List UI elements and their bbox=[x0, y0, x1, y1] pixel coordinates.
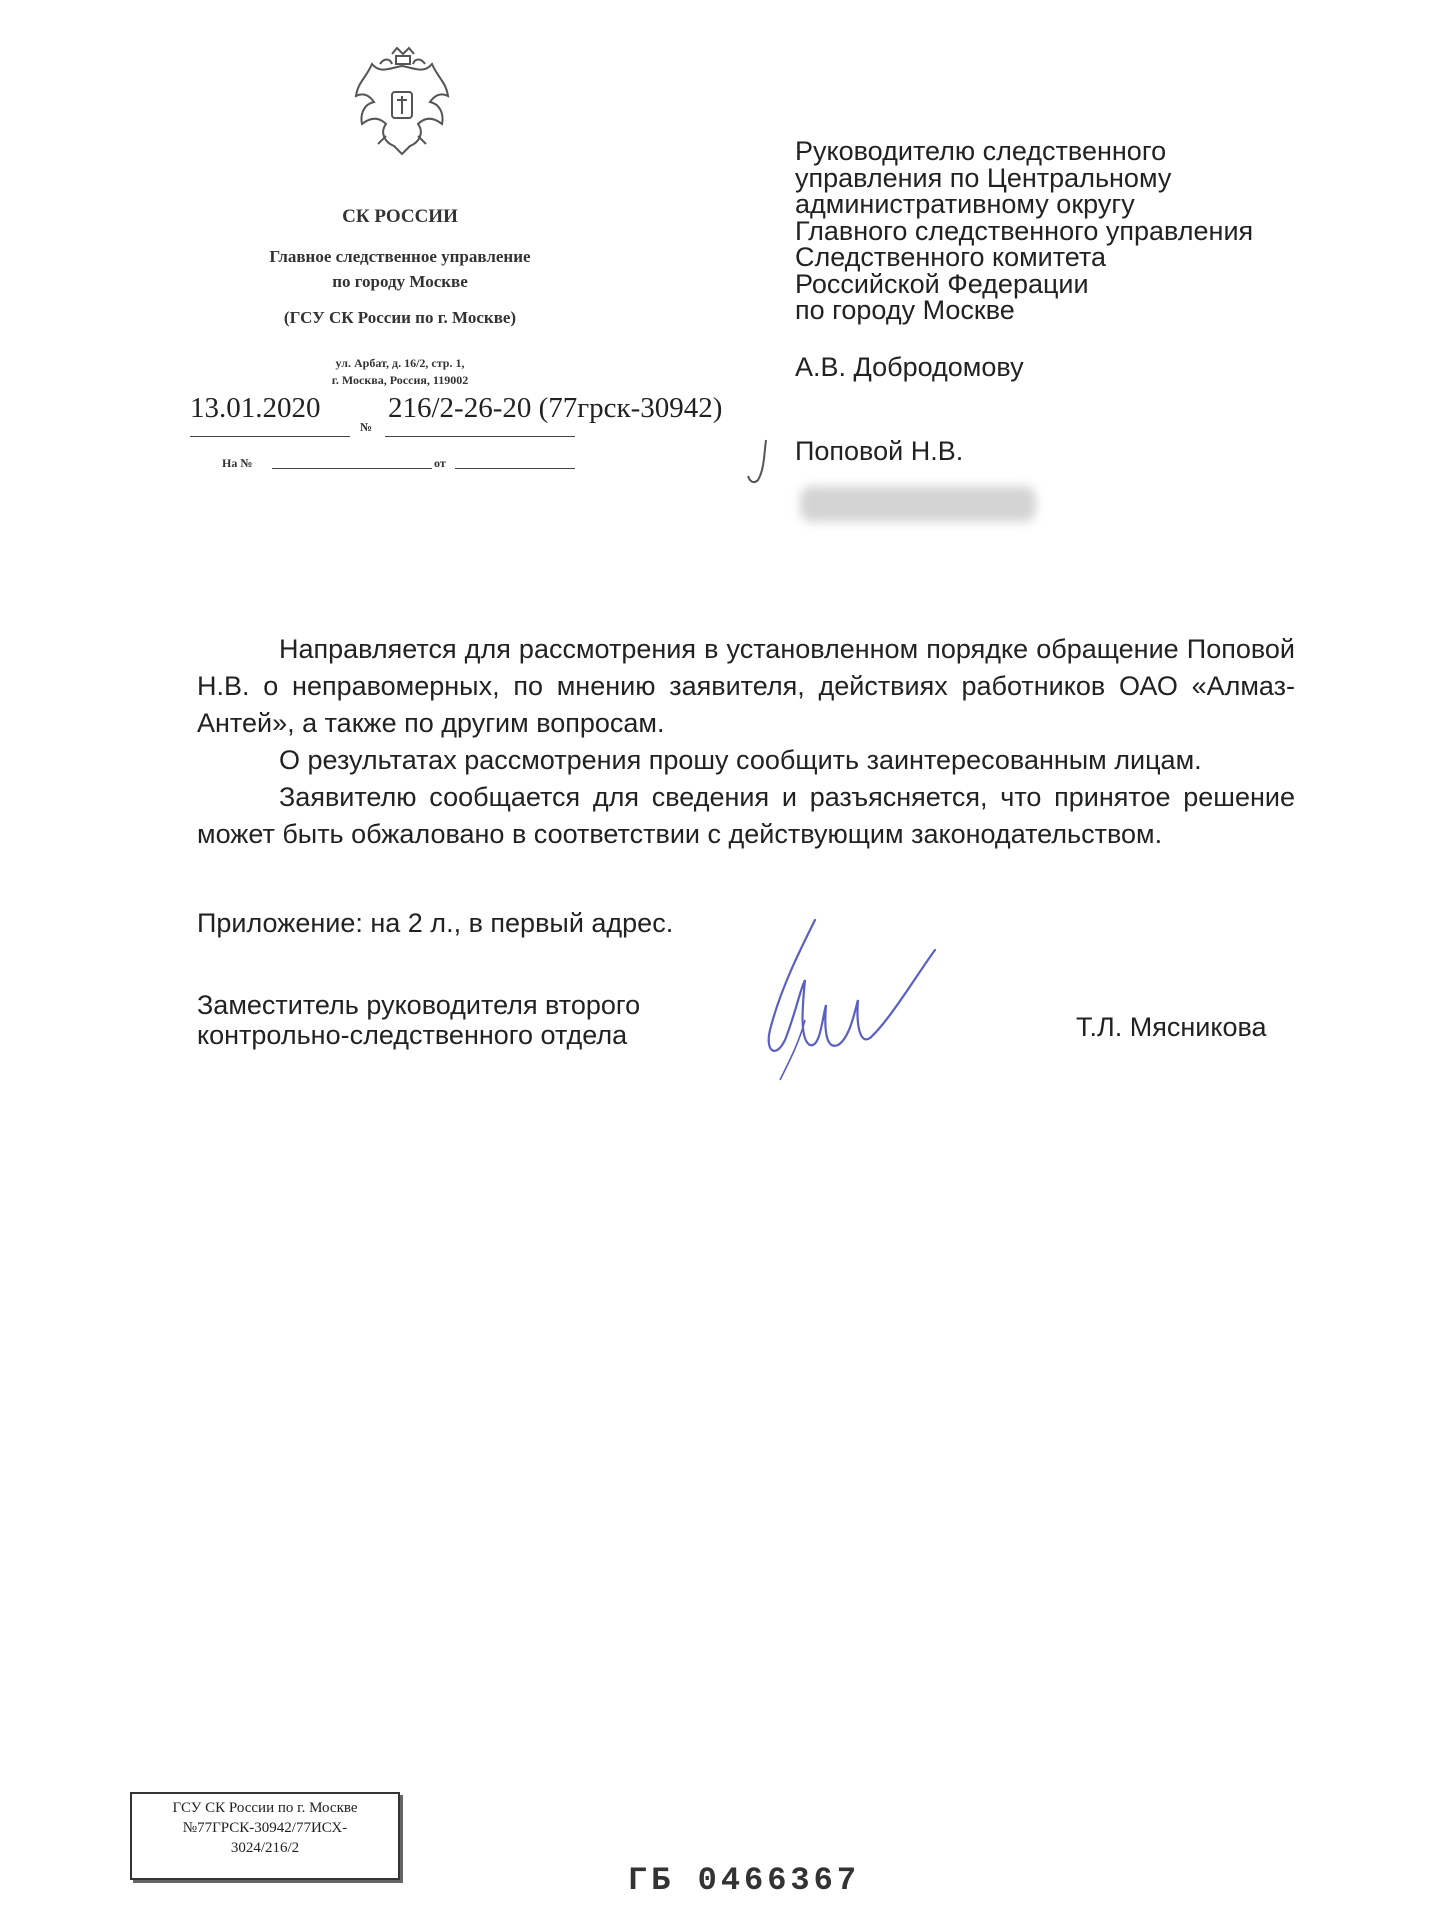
paragraph-1: Направляется для рассмотрения в установленном порядке обращение Поповой Н.В. о неправомерных, по мнению заявителя, действиях работников ОАО «Алмаз-Антей», а также по другим вопросам. bbox=[197, 634, 1295, 738]
addressee-name: А.В. Добродомову bbox=[795, 352, 1024, 382]
paragraph-3: Заявителю сообщается для сведения и разъясняется, что принятое решение может быть обжаловано в соответствии с действующим законодательством. bbox=[197, 782, 1295, 849]
signatory-name: Т.Л. Мясникова bbox=[1076, 1012, 1267, 1042]
department-short-name: (ГСУ СК России по г. Москве) bbox=[283, 308, 517, 327]
reference-number-label: На № bbox=[222, 456, 253, 470]
addressee-line: Руководителю следственного bbox=[795, 136, 1167, 166]
date-underline bbox=[190, 436, 350, 437]
address-line1: ул. Арбат, д. 16/2, стр. 1, bbox=[335, 356, 465, 370]
redacted-area bbox=[800, 486, 1036, 522]
stamp-line1: ГСУ СК России по г. Москве bbox=[172, 1800, 358, 1816]
addressee-line: административному округу bbox=[795, 189, 1135, 219]
registration-number: 216/2-26-20 (77грск-30942) bbox=[388, 392, 723, 424]
addressee-line: по городу Москве bbox=[795, 295, 1015, 325]
addressee-line: Главного следственного управления bbox=[795, 215, 1254, 246]
coat-of-arms-emblem bbox=[350, 44, 455, 164]
number-underline bbox=[385, 436, 575, 437]
handwritten-signature bbox=[760, 910, 940, 1090]
signatory-title-line1: Заместитель руководителя второго bbox=[197, 990, 641, 1020]
registration-date: 13.01.2020 bbox=[190, 392, 321, 424]
reference-date-line bbox=[455, 468, 575, 469]
copy-recipient: Поповой Н.В. bbox=[795, 436, 964, 466]
stamp-line3: 3024/216/2 bbox=[230, 1840, 300, 1856]
department-name-line2: по городу Москве bbox=[332, 272, 468, 291]
addressee-line: Российской Федерации bbox=[795, 268, 1089, 299]
address-line2: г. Москва, Россия, 119002 bbox=[331, 373, 469, 387]
signatory-title-line2: контрольно-следственного отдела bbox=[197, 1020, 628, 1050]
addressee-line: Следственного комитета bbox=[795, 242, 1107, 272]
check-mark bbox=[744, 436, 774, 486]
agency-name: СК РОССИИ bbox=[342, 206, 458, 227]
department-name-line1: Главное следственное управление bbox=[269, 247, 531, 266]
reference-date-label: от bbox=[434, 456, 446, 470]
stamp-line2: №77ГРСК-30942/77ИСХ- bbox=[182, 1820, 348, 1836]
registration-stamp bbox=[130, 1792, 400, 1880]
letter-body bbox=[197, 631, 1295, 853]
number-sign: № bbox=[360, 420, 373, 434]
addressee-block bbox=[795, 138, 1253, 324]
reference-number-line bbox=[272, 468, 432, 469]
form-serial-number: ГБ 0466367 bbox=[628, 1862, 861, 1899]
attachment-note: Приложение: на 2 л., в первый адрес. bbox=[197, 908, 674, 938]
paragraph-2: О результатах рассмотрения прошу сообщить заинтересованным лицам. bbox=[279, 745, 1202, 775]
addressee-line: управления по Центральному bbox=[795, 162, 1172, 193]
signatory-title bbox=[197, 990, 640, 1050]
